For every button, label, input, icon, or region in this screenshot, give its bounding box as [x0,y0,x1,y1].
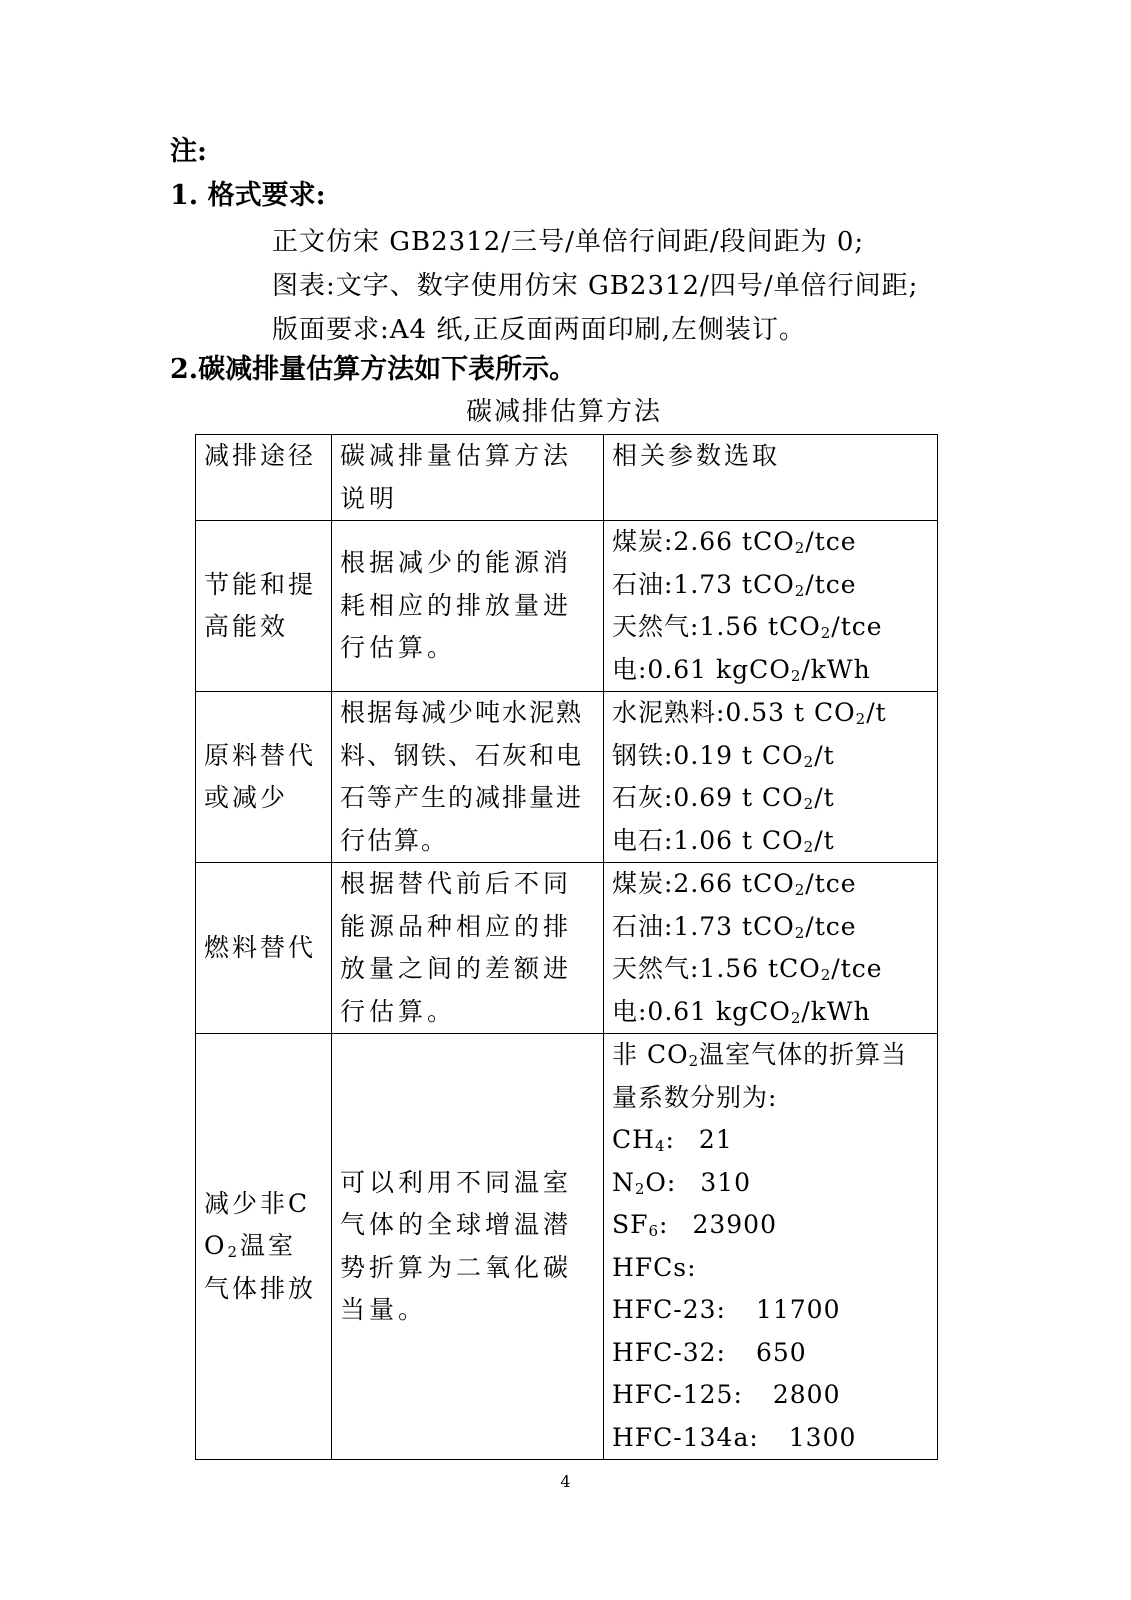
hfc-125: HFC-125: 2800 [612,1380,841,1409]
hfc-23: HFC-23: 11700 [612,1295,841,1324]
row-description: 根据每减少吨水泥熟料、钢铁、石灰和电石等产生的减排量进行估算。 [332,692,604,863]
format-line-layout: 版面要求:A4 纸,正反面两面印刷,左侧装订。 [272,315,806,345]
row-params [604,692,938,863]
gas-n2o: $N_2O$: 310 [612,1167,752,1198]
row-path: 节能和提高能效 [196,521,332,692]
row-params [604,1034,938,1460]
notes-label: 注: [170,136,207,167]
param-carbide: 电石:1.06 t $CO_2/t$ [612,825,835,856]
gas-sf6: $SF_6$: 23900 [612,1210,777,1240]
method-heading: 2.碳减排量估算方法如下表所示。 [170,354,577,385]
header-method: 碳减排量估算方法说明 [332,435,604,521]
format-heading: 1. 格式要求: [170,180,326,211]
param-electricity: 电:0.61 kgCO$_2$/kWh [612,654,871,685]
param-oil: 石油:1.73 tCO$_2$/tce [612,569,857,600]
hfc-32: HFC-32: 650 [612,1337,807,1367]
param-coal: 煤炭:2.66 tCO$_2$/tce [612,869,857,899]
header-path: 减排途径 [196,435,332,521]
hfcs-label: HFCs: [612,1252,697,1282]
hfc-134a: HFC-134a: 1300 [612,1422,857,1452]
params-intro: 非 $CO_2$温室气体的折算当量系数分别为: [612,1040,908,1112]
gas-ch4: $CH_4$: 21 [612,1125,733,1155]
param-oil: 石油:1.73 tCO$_2$/tce [612,911,857,942]
param-electricity: 电:0.61 kgCO$_2$/kWh [612,996,871,1027]
table-caption: 碳减排估算方法 [466,397,663,427]
table-row-fuel-substitution [196,863,938,1034]
format-line-figures: 图表:文字、数字使用仿宋 GB2312/四号/单倍行间距; [272,271,919,301]
table-row-energy-efficiency [196,521,938,692]
param-coal: 煤炭:2.66 tCO$_2$/tce [612,527,857,557]
row-path: 燃料替代 [196,863,332,1034]
param-gas: 天然气:1.56 tCO$_2$/tce [612,612,883,642]
row-params [604,521,938,692]
format-line-body: 正文仿宋 GB2312/三号/单倍行间距/段间距为 0; [272,227,865,257]
param-clinker: 水泥熟料:0.53 t $CO_2/t$ [612,698,887,728]
param-lime: 石灰:0.69 t $CO_2/t$ [612,783,835,813]
param-gas: 天然气:1.56 tCO$_2$/tce [612,954,883,984]
table-row-material-substitution [196,692,938,863]
table-header-row [196,435,938,521]
row-path: 减少非$CO_2$温室气体排放 [196,1034,332,1460]
row-params [604,863,938,1034]
table-row-non-co2-gases [196,1034,938,1460]
row-description: 可以利用不同温室气体的全球增温潜势折算为二氧化碳当量。 [332,1034,604,1460]
page-number: 4 [560,1472,571,1491]
row-description: 根据减少的能源消耗相应的排放量进行估算。 [332,521,604,692]
param-steel: 钢铁:0.19 t $CO_2/t$ [612,740,835,771]
row-path: 原料替代或减少 [196,692,332,863]
carbon-reduction-table [195,434,938,1460]
header-params: 相关参数选取 [604,435,938,521]
row-description: 根据替代前后不同能源品种相应的排放量之间的差额进行估算。 [332,863,604,1034]
